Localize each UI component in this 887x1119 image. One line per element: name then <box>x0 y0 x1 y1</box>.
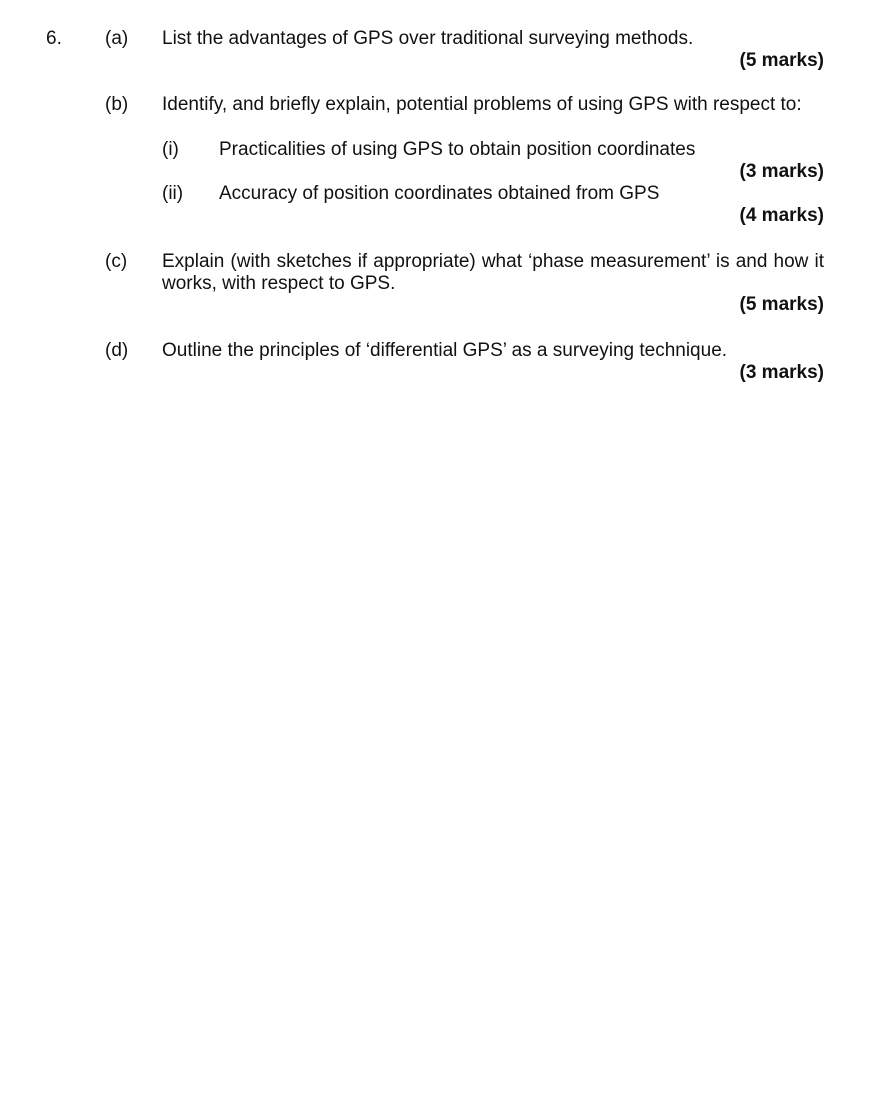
part-d-marks: (3 marks) <box>739 362 824 383</box>
part-b-i-label: (i) <box>162 139 179 160</box>
part-b-i-marks: (3 marks) <box>739 161 824 182</box>
part-b-ii-text: Accuracy of position coordinates obtained from GPS <box>219 183 660 204</box>
part-c-marks: (5 marks) <box>739 294 824 315</box>
part-b-ii-marks: (4 marks) <box>739 205 824 226</box>
part-c-text: Explain (with sketches if appropriate) what ‘phase measurement’ is and how it works, with respect to GPS. <box>162 251 824 294</box>
part-a-text: List the advantages of GPS over traditional surveying methods. <box>162 28 694 49</box>
part-d-label: (d) <box>105 340 129 361</box>
part-d-text: Outline the principles of ‘differential GPS’ as a surveying technique. <box>162 340 728 361</box>
part-b-text: Identify, and briefly explain, potential problems of using GPS with respect to: <box>162 94 802 115</box>
part-b-label: (b) <box>105 94 129 115</box>
part-a-label: (a) <box>105 28 129 49</box>
part-c-label: (c) <box>105 251 128 272</box>
part-a-marks: (5 marks) <box>739 50 824 71</box>
part-b-i-text: Practicalities of using GPS to obtain position coordinates <box>219 139 696 160</box>
part-b-ii-label: (ii) <box>162 183 184 204</box>
question-number: 6. <box>46 28 62 49</box>
